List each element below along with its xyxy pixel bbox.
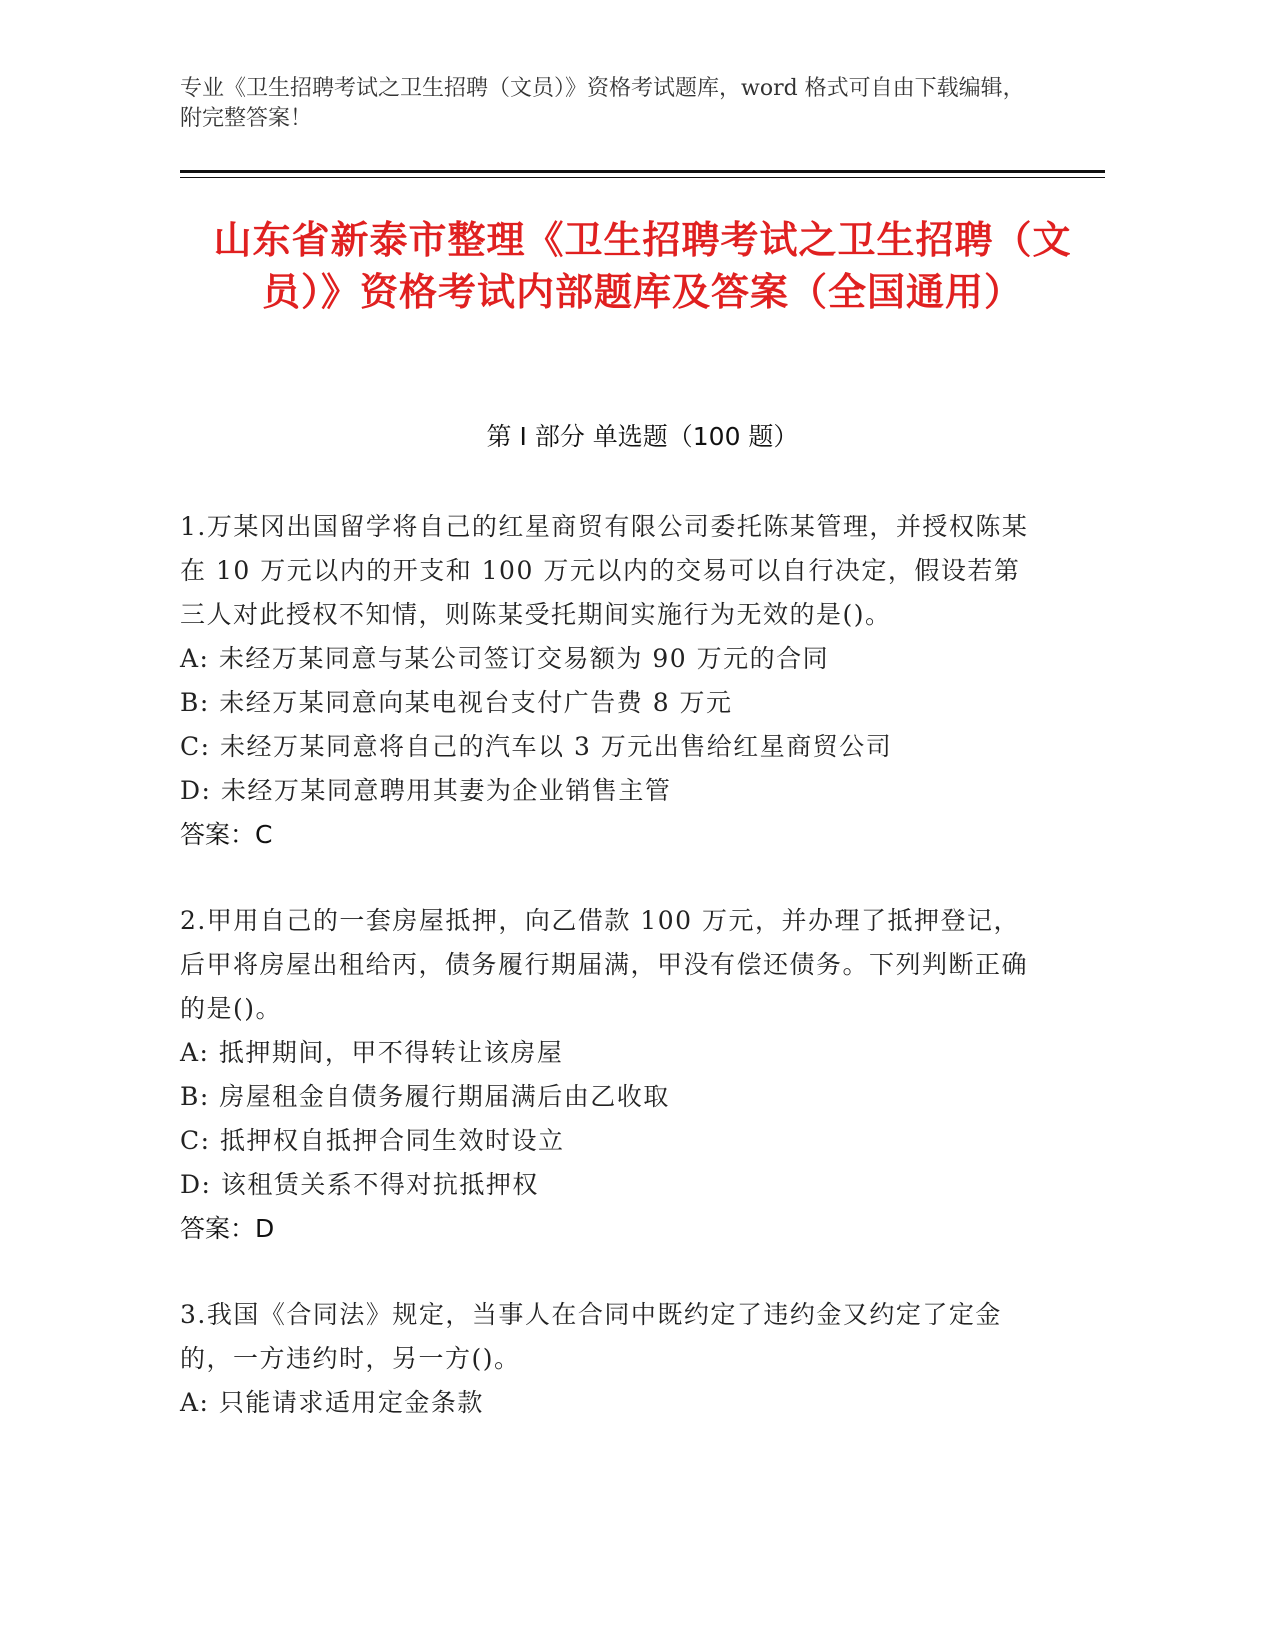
question-1	[180, 505, 1030, 857]
question-list	[180, 505, 1030, 1467]
question-3	[180, 1293, 1030, 1425]
option-c: C: 未经万某同意将自己的汽车以 3 万元出售给红星商贸公司	[180, 732, 893, 761]
document-title: 山东省新泰市整理《卫生招聘考试之卫生招聘（文员）》资格考试内部题库及答案（全国通用）	[213, 218, 1072, 314]
option-b: B: 房屋租金自债务履行期届满后由乙收取	[180, 1082, 670, 1111]
option-d: D: 该租赁关系不得对抗抵押权	[180, 1170, 539, 1199]
option-b: B: 未经万某同意向某电视台支付广告费 8 万元	[180, 688, 733, 717]
option-d: D: 未经万某同意聘用其妻为企业销售主管	[180, 776, 672, 805]
header-divider-thin	[180, 177, 1105, 178]
question-2	[180, 899, 1030, 1251]
option-a: A: 只能请求适用定金条款	[180, 1388, 484, 1417]
header-note: 专业《卫生招聘考试之卫生招聘（文员）》资格考试题库，word 格式可自由下载编辑，附完整答案！	[180, 76, 1025, 131]
option-a: A: 未经万某同意与某公司签订交易额为 90 万元的合同	[180, 644, 830, 673]
answer: 答案：D	[180, 1214, 275, 1243]
question-stem: 3.我国《合同法》规定，当事人在合同中既约定了违约金又约定了定金的，一方违约时，另一方()。	[180, 1300, 1002, 1373]
option-a: A: 抵押期间，甲不得转让该房屋	[180, 1038, 564, 1067]
option-c: C: 抵押权自抵押合同生效时设立	[180, 1126, 565, 1155]
question-stem: 1.万某冈出国留学将自己的红星商贸有限公司委托陈某管理，并授权陈某在 10 万元以内的开支和 100 万元以内的交易可以自行决定，假设若第三人对此授权不知情，则陈某受托期间实施行为无效的是()。	[180, 512, 1029, 629]
question-stem: 2.甲用自己的一套房屋抵押，向乙借款 100 万元，并办理了抵押登记，后甲将房屋出租给丙，债务履行期届满，甲没有偿还债务。下列判断正确的是()。	[180, 906, 1029, 1023]
section-title: 第 I 部分 单选题（100 题）	[486, 422, 799, 451]
header-divider-thick	[180, 170, 1105, 173]
answer: 答案：C	[180, 820, 273, 849]
